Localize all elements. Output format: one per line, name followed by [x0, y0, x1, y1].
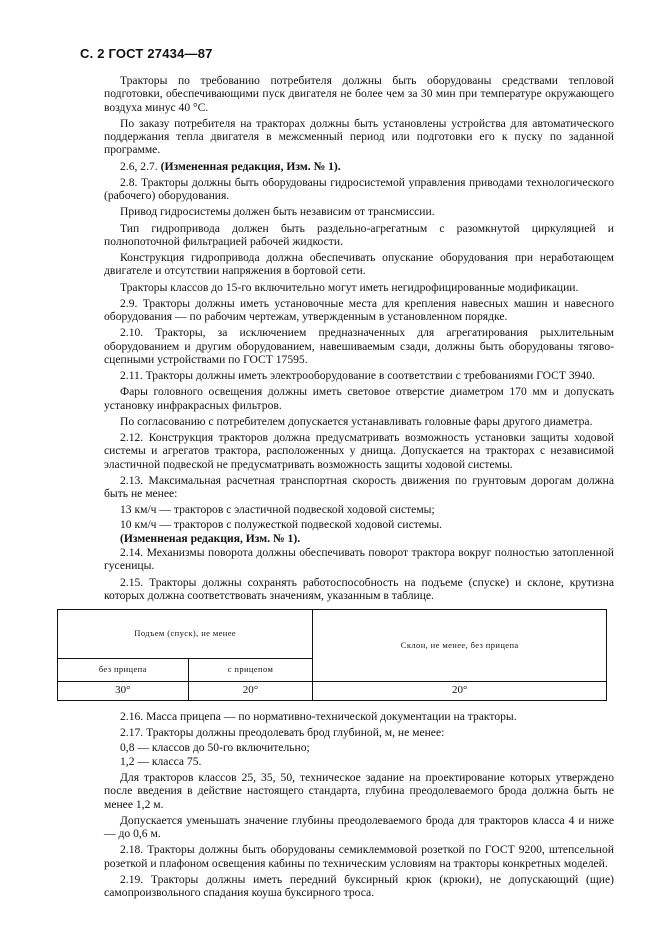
paragraph: 2.16. Масса прицепа — по нормативно-технической документации на тракторы. — [120, 710, 517, 723]
paragraph: 2.9. Тракторы должны иметь установочные места для крепления навесных машин и навесного оборудования — по рабочим чертежам, утвержденным в установленном порядке. — [104, 296, 614, 323]
clause-number: 2.6, 2.7. — [120, 159, 158, 173]
paragraph: Привод гидросистемы должен быть независим от трансмиссии. — [120, 205, 435, 219]
list-item: 0,8 — классов до 50-го включительно; — [120, 740, 310, 754]
paragraph: 2.19. Тракторы должны иметь передний буксирный крюк (крюки), не допускающий (щие) самопроизвольного спадания коуша буксирного троса. — [104, 872, 614, 899]
list-item: 10 км/ч — тракторов с полужесткой подвеской ходовой системы. — [120, 517, 443, 531]
list-item: 1,2 — класса 75. — [120, 754, 202, 768]
page-header: С. 2 ГОСТ 27434—87 — [80, 46, 213, 61]
list-item: 13 км/ч — тракторов с эластичной подвеской ходовой системы; — [120, 503, 435, 517]
paragraph: Для тракторов классов 25, 35, 50, техническое задание на проектирование которых утверждено после введения в действие настоящего стандарта, глубина преодолеваемого брода должна быть не менее 1,2 м. — [104, 771, 614, 811]
table-cell: 20° — [313, 682, 607, 701]
paragraph: Тракторы классов до 15-го включительно могут иметь негидрофицированные модификации. — [120, 280, 579, 294]
document-body — [98, 74, 614, 902]
edit-note: (Измененная редакция, Изм. № 1). — [160, 159, 341, 173]
paragraph: 2.13. Максимальная расчетная транспортная скорость движения по грунтовым дорогам должна быть не менее: — [104, 473, 614, 500]
paragraph — [104, 160, 614, 173]
paragraph: Тип гидропривода должен быть раздельно-агрегатным с разомкнутой циркуляцией и полнопоточной фильтрацией рабочей жидкости. — [104, 221, 614, 248]
paragraph: 2.17. Тракторы должны преодолевать брод глубиной, м, не менее: — [120, 726, 445, 740]
paragraph: 2.14. Механизмы поворота должны обеспечивать поворот трактора вокруг полностью затопленной гусеницы. — [104, 546, 614, 573]
table-row — [58, 682, 607, 701]
paragraph: Тракторы по требованию потребителя должны быть оборудованы средствами тепловой подготовки, обеспечивающими пуск двигателя не более чем за 30 мин при температуре окружающего воздуха минус 40 °С. — [104, 74, 614, 114]
table-header-climb: Подъем (спуск), не менее — [58, 610, 313, 659]
paragraph: По заказу потребителя на тракторах должны быть установлены устройства для автоматического поддержания тепла двигателя в межсменный период или подготовки его к пуску по заданной программе. — [104, 116, 614, 157]
paragraph: 2.15. Тракторы должны сохранять работоспособность на подъеме (спуске) и склоне, крутизна которых должна соответствовать значениям, указанным в таблице. — [104, 575, 614, 602]
table-header-no-trailer: без прицепа — [58, 659, 189, 682]
paragraph: Допускается уменьшать значение глубины преодолеваемого брода для тракторов класса 4 и ниже — до 0,6 м. — [104, 813, 614, 840]
table-header-with-trailer: с прицепом — [188, 659, 313, 682]
slope-table — [57, 609, 607, 701]
paragraph: 2.8. Тракторы должны быть оборудованы гидросистемой управления приводами технологического (рабочего) оборудования. — [104, 175, 614, 202]
paragraph: Фары головного освещения должны иметь световое отверстие диаметром 170 мм и допускать установку инфракрасных фильтров. — [104, 385, 614, 412]
paragraph: По согласованию с потребителем допускается устанавливать головные фары другого диаметра. — [120, 414, 593, 428]
table-cell: 20° — [188, 682, 313, 701]
paragraph: 2.18. Тракторы должны быть оборудованы семиклеммовой розеткой по ГОСТ 9200, штепсельной розеткой и плафоном освещения кабины по техническим условиям на тракторы конкретных моделей. — [104, 843, 614, 870]
table-cell: 30° — [58, 682, 189, 701]
table-header-slope: Склон, не менее, без прицепа — [313, 610, 607, 682]
edit-note — [104, 532, 614, 545]
paragraph: 2.11. Тракторы должны иметь электрооборудование в соответствии с требованиями ГОСТ 3940. — [120, 369, 595, 382]
paragraph: Конструкция гидропривода должна обеспечивать опускание оборудования при неработающем двигателе и отсутствии напряжения в бортовой сети. — [104, 251, 614, 278]
paragraph: 2.12. Конструкция тракторов должна предусматривать возможность установки защиты ходовой системы и агрегатов трактора, расположенных у днища. Допускается на тракторах с независимой эластичной подвеской не предусматривать возможность защиты ходовой системы. — [104, 431, 614, 471]
edit-note-text: (Изменненая редакция, Изм. № 1). — [120, 531, 301, 545]
paragraph: 2.10. Тракторы, за исключением предназначенных для агрегатирования рыхлительным оборудованием и другим оборудованием, навешиваемым сзади, должны быть оборудованы тягово-сцепными устройствами по ГОСТ 17595. — [104, 326, 614, 366]
